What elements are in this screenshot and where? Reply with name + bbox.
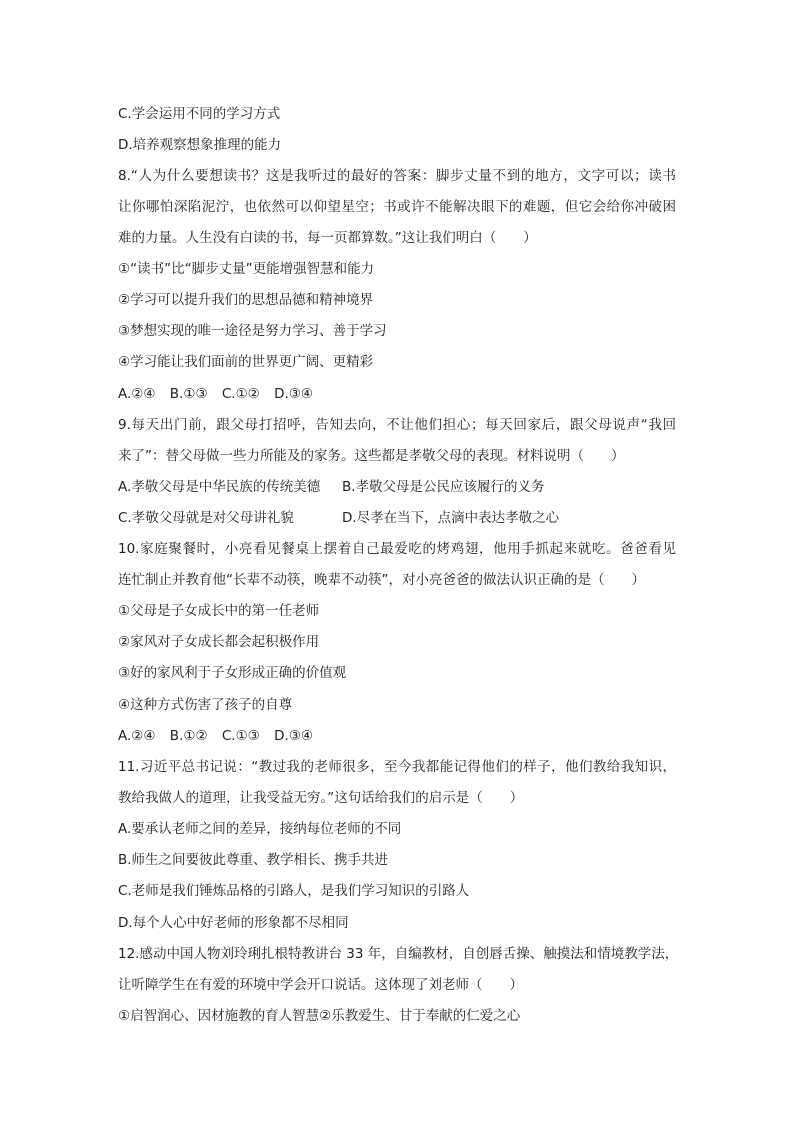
q8-statement-4: ④学习能让我们面前的世界更广阔、更精彩 [118, 354, 374, 370]
q10-option-a: A.②④ [118, 728, 156, 744]
q10-option-b: B.①② [169, 728, 208, 744]
q10-stem-line-2: 连忙制止并教育他“长辈不动筷，晚辈不动筷”，对小亮爸爸的做法认识正确的是（ ） [118, 572, 645, 588]
q10-statement-4: ④这种方式伤害了孩子的自尊 [118, 697, 293, 713]
q8-stem-line-1: 8.“人为什么要想读书？这是我听过的最好的答案：脚步丈量不到的地方，文字可以；读书 [118, 168, 676, 184]
q10-statement-2: ②家风对子女成长都会起积极作用 [118, 634, 320, 650]
q10-statement-3: ③好的家风利于子女形成正确的价值观 [118, 665, 347, 681]
q9-option-b: B.孝敬父母是公民应该履行的义务 [342, 479, 545, 495]
q8-option-b: B.①③ [169, 386, 208, 402]
q11-stem-line-1: 11.习近平总书记说：“教过我的老师很多，至今我都能记得他们的样子，他们教给我知识， [118, 759, 676, 775]
q10-option-d: D.③④ [274, 728, 313, 744]
q9-options-row-1 [118, 478, 678, 496]
q8-options [118, 385, 678, 403]
q12-stem-line-2: 让听障学生在有爱的环境中学会开口说话。这体现了刘老师（ ） [118, 977, 523, 993]
q11-option-c: C.老师是我们锤炼品格的引路人，是我们学习知识的引路人 [118, 883, 470, 899]
q11-option-b: B.师生之间要彼此尊重、教学相长、携手共进 [118, 852, 389, 868]
q9-option-d: D.尽孝在当下，点滴中表达孝敬之心 [342, 510, 560, 526]
q9-options-row-2 [118, 509, 678, 527]
q8-statement-3: ③梦想实现的唯一途径是努力学习、善于学习 [118, 323, 387, 339]
q11-stem-line-2: 教给我做人的道理，让我受益无穷。”这句话给我们的启示是（ ） [118, 790, 524, 806]
q12-stem-line-1: 12.感动中国人物刘玲琍扎根特教讲台 33 年，自编教材，自创唇舌操、触摸法和情境教学法， [118, 946, 679, 962]
q10-statement-1: ①父母是子女成长中的第一任老师 [118, 603, 320, 619]
q8-statement-1: ①“读书”比“脚步丈量”更能增强智慧和能力 [118, 261, 375, 277]
q8-option-a: A.②④ [118, 386, 156, 402]
q9-stem-line-2: 来了”：替父母做一些力所能及的家务。这些都是孝敬父母的表现。材料说明（ ） [118, 448, 625, 464]
q8-stem-line-2: 让你哪怕深陷泥泞，也依然可以仰望星空；书或许不能解决眼下的难题，但它会给你冲破困 [118, 199, 676, 215]
q8-option-d: D.③④ [274, 386, 313, 402]
q7-option-d: D.培养观察想象推理的能力 [118, 137, 282, 153]
q7-option-c: C.学会运用不同的学习方式 [118, 106, 281, 122]
q8-option-c: C.①② [221, 386, 260, 402]
q9-option-a: A.孝敬父母是中华民族的传统美德 [118, 479, 321, 495]
q9-option-c: C.孝敬父母就是对父母讲礼貌 [118, 510, 294, 526]
q10-option-c: C.①③ [221, 728, 260, 744]
q9-stem-line-1: 9.每天出门前，跟父母打招呼，告知去向，不让他们担心；每天回家后，跟父母说声“我回 [118, 417, 676, 433]
q11-option-d: D.每个人心中好老师的形象都不尽相同 [118, 915, 349, 931]
q10-options [118, 727, 678, 745]
q10-stem-line-1: 10.家庭聚餐时，小亮看见餐桌上摆着自己最爱吃的烤鸡翅，他用手抓起来就吃。爸爸看见 [118, 541, 676, 557]
q11-option-a: A.要承认老师之间的差异，接纳每位老师的不同 [118, 821, 402, 837]
q12-statements: ①启智润心、因材施教的育人智慧②乐教爱生、甘于奉献的仁爱之心 [118, 1008, 521, 1024]
q8-statement-2: ②学习可以提升我们的思想品德和精神境界 [118, 292, 374, 308]
q8-stem-line-3: 难的力量。人生没有白读的书，每一页都算数。”这让我们明白（ ） [118, 230, 537, 246]
